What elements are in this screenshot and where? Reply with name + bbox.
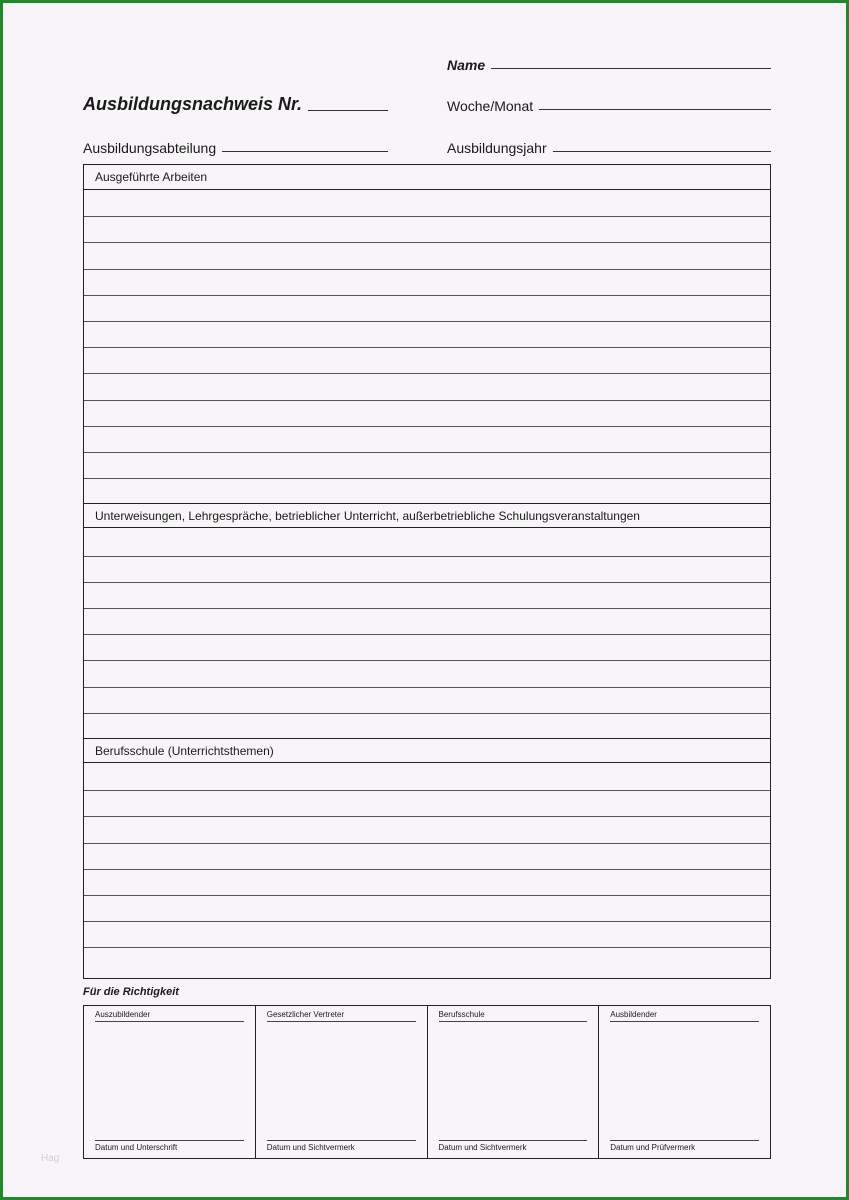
entry-row[interactable] — [84, 634, 770, 660]
woche-monat-line — [539, 109, 771, 110]
sig-cell-caption: Datum und Sichtvermerk — [267, 1140, 416, 1152]
name-field[interactable] — [447, 53, 771, 73]
richtigkeit-heading: Für die Richtigkeit — [83, 986, 179, 998]
entry-row[interactable] — [84, 816, 770, 842]
entry-row[interactable] — [84, 895, 770, 921]
sig-cell-berufsschule[interactable] — [428, 1006, 600, 1158]
entry-row[interactable] — [84, 478, 770, 504]
watermark: Hag — [41, 1153, 60, 1164]
name-label: Name — [447, 57, 486, 73]
entry-row[interactable] — [84, 608, 770, 634]
sig-cell-caption: Datum und Sichtvermerk — [439, 1140, 588, 1152]
entry-row[interactable] — [84, 921, 770, 947]
entry-row[interactable] — [84, 426, 770, 452]
entry-row[interactable] — [84, 400, 770, 426]
entry-row[interactable] — [84, 556, 770, 582]
signature-table — [83, 1005, 771, 1159]
section-header: Ausgeführte Arbeiten — [84, 165, 770, 190]
abteilung-label: Ausbildungsabteilung — [83, 140, 217, 156]
section-header: Unterweisungen, Lehrgespräche, betrieblicher Unterricht, außerbetriebliche Schulungsveranstaltungen — [84, 503, 770, 528]
entry-row[interactable] — [84, 660, 770, 686]
entry-row[interactable] — [84, 373, 770, 399]
sig-cell-auszubildender[interactable] — [84, 1006, 256, 1158]
sig-cell-title: Auszubildender — [95, 1010, 244, 1022]
entry-row[interactable] — [84, 216, 770, 242]
entry-row[interactable] — [84, 529, 770, 555]
entry-row[interactable] — [84, 713, 770, 739]
page-title: Ausbildungsnachweis Nr. — [83, 94, 303, 114]
section-header: Berufsschule (Unterrichtsthemen) — [84, 738, 770, 763]
abteilung-field[interactable] — [83, 136, 388, 156]
sig-cell-title: Berufsschule — [439, 1010, 588, 1022]
sig-cell-vertreter[interactable] — [256, 1006, 428, 1158]
sig-cell-title: Gesetzlicher Vertreter — [267, 1010, 416, 1022]
woche-monat-label: Woche/Monat — [447, 98, 534, 114]
ausbildungsjahr-line — [553, 151, 771, 152]
entry-row[interactable] — [84, 843, 770, 869]
entry-row[interactable] — [84, 582, 770, 608]
sig-cell-caption: Datum und Prüfvermerk — [610, 1140, 759, 1152]
entry-row[interactable] — [84, 269, 770, 295]
entry-row[interactable] — [84, 790, 770, 816]
entry-row[interactable] — [84, 947, 770, 973]
sig-cell-title: Ausbildender — [610, 1010, 759, 1022]
ausbildungsjahr-label: Ausbildungsjahr — [447, 140, 547, 156]
name-line — [491, 68, 771, 69]
abteilung-line — [222, 151, 388, 152]
entry-row[interactable] — [84, 190, 770, 216]
entry-row[interactable] — [84, 347, 770, 373]
nachweis-nr-line — [308, 110, 388, 111]
entry-row[interactable] — [84, 687, 770, 713]
ausbildungsjahr-field[interactable] — [447, 136, 771, 156]
report-table — [83, 164, 771, 979]
entry-row[interactable] — [84, 764, 770, 790]
entry-row[interactable] — [84, 242, 770, 268]
entry-row[interactable] — [84, 321, 770, 347]
entry-row[interactable] — [84, 295, 770, 321]
sig-cell-ausbildender[interactable] — [599, 1006, 770, 1158]
woche-monat-field[interactable] — [447, 94, 771, 114]
entry-row[interactable] — [84, 452, 770, 478]
entry-row[interactable] — [84, 869, 770, 895]
sig-cell-caption: Datum und Unterschrift — [95, 1140, 244, 1152]
nachweis-nr-field[interactable] — [83, 91, 388, 115]
